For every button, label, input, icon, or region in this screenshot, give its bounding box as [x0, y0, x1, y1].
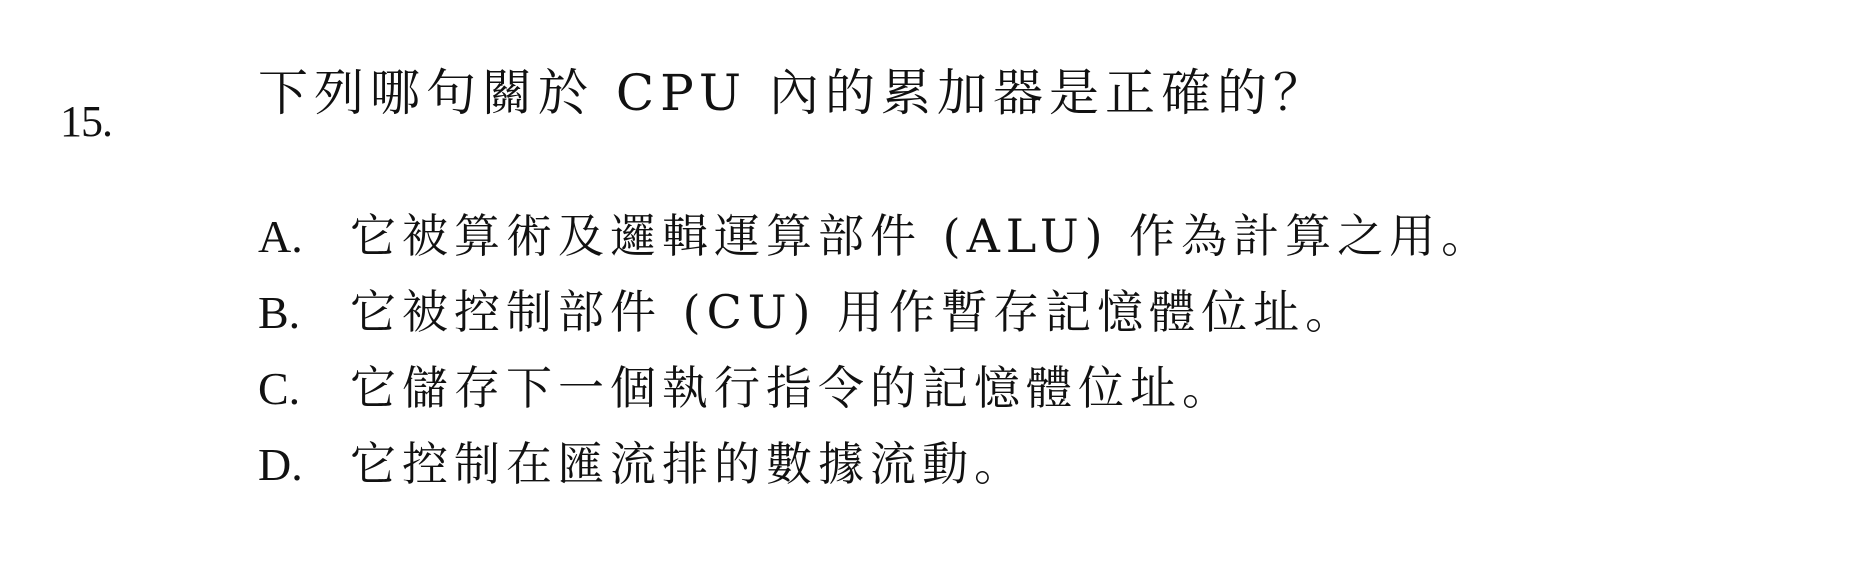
- option-letter: C.: [258, 363, 301, 414]
- option-letter: B.: [258, 287, 301, 338]
- option-letter: D.: [258, 439, 303, 490]
- option-c: [258, 350, 1838, 426]
- option-text: 它被控制部件 (CU) 用作暫存記憶體位址。: [350, 285, 1358, 339]
- option-b: [258, 274, 1838, 350]
- option-a: [258, 198, 1838, 274]
- question-stem: 下列哪句關於 CPU 內的累加器是正確的？: [258, 64, 1329, 122]
- question-number: 15.: [60, 97, 112, 146]
- option-d: [258, 426, 1838, 502]
- option-text: 它控制在匯流排的數據流動。: [350, 437, 1026, 491]
- option-text: 它被算術及邏輯運算部件 (ALU) 作為計算之用。: [350, 209, 1494, 263]
- options-list: [258, 198, 1838, 502]
- option-text: 它儲存下一個執行指令的記憶體位址。: [350, 361, 1234, 415]
- option-letter: A.: [258, 211, 303, 262]
